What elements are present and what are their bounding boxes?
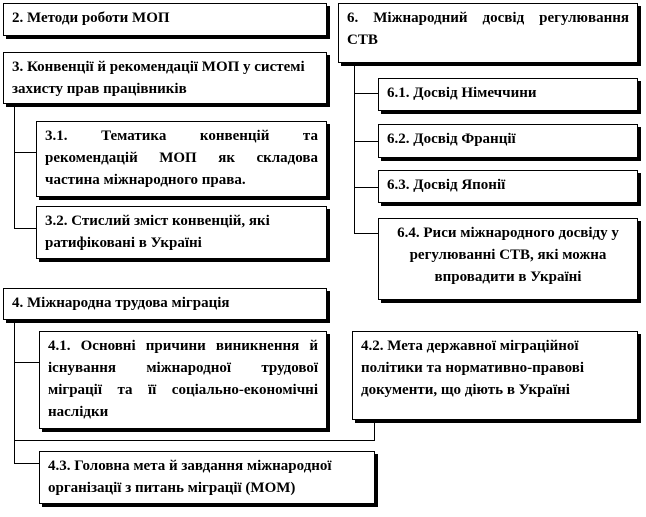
- box-6-3-japan: 6.3. Досвід Японії: [378, 170, 638, 203]
- connector-3-2: [14, 228, 36, 229]
- box-6-4-features: 6.4. Риси міжнародного досвіду у регулюванні СТВ, які можна впровадити в Україні: [378, 218, 638, 300]
- box-6-2-france: 6.2. Досвід Франції: [378, 124, 638, 158]
- box-3-conventions: 3. Конвенції й рекомендації МОП у системі захисту прав працівників: [3, 52, 327, 104]
- box-4-1-reasons: 4.1. Основні причини виникнення й існування міжнародної трудової міграції та її соціально-економічні наслідки: [39, 331, 327, 429]
- connector-4-2-riser: [374, 420, 375, 441]
- box-6-1-germany: 6.1. Досвід Німеччини: [378, 78, 638, 111]
- connector-6-1: [354, 93, 378, 94]
- connector-6-3: [354, 187, 378, 188]
- connector-3-1: [14, 152, 36, 153]
- box-4-2-state-policy: 4.2. Мета державної міграційної політики та нормативно-правові документи, що діють в Україні: [352, 331, 638, 420]
- box-6-international-experience: 6. Міжнародний досвід регулювання СТВ: [338, 3, 638, 63]
- box-4-labor-migration: 4. Міжнародна трудова міграція: [3, 288, 327, 320]
- connector-4-vertical: [14, 318, 15, 464]
- connector-6-vertical: [354, 66, 355, 234]
- connector-6-4: [354, 233, 378, 234]
- box-3-1-topics: 3.1. Тематика конвенцій та рекомендацій МОП як складова частина міжнародного права.: [36, 121, 327, 197]
- connector-3-vertical: [14, 103, 15, 229]
- box-2-methods: 2. Методи роботи МОП: [3, 3, 327, 36]
- box-4-3-iom: 4.3. Головна мета й завдання міжнародної організації з питань міграції (МОМ): [39, 451, 375, 504]
- connector-4-2: [14, 440, 374, 441]
- connector-4-3: [14, 463, 39, 464]
- connector-6-2: [354, 141, 378, 142]
- connector-4-1: [14, 362, 39, 363]
- box-3-2-summary: 3.2. Стислий зміст конвенцій, які ратифіковані в Україні: [36, 206, 327, 259]
